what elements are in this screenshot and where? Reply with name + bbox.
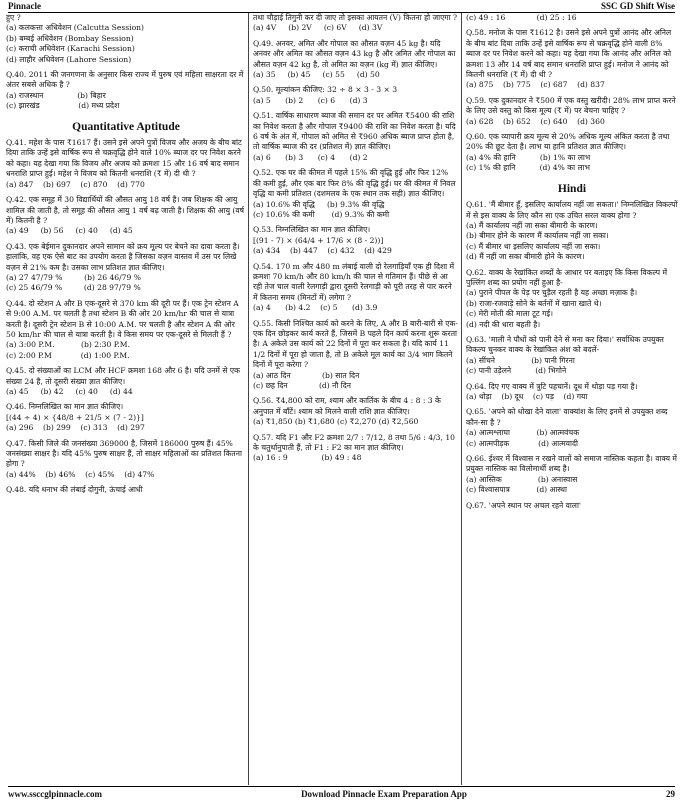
answer-options: (c) विश्वासपात्र (d) आस्था [466, 485, 567, 495]
question-text: Q.58. मनोज के पास ₹1612 है। उसने इसे अपने पुत्रों आनंद और अनिल के बीच बांट दिया ताकि उन्हें इसे वार्षिक रूप से चक्रवृद्धि होने वाली 8% ब्याज दर पर निवेश करने को कहा। यह देखा गया कि आनंद और अनिल को क्रमशः 13 और 14 वर्ष बाद समान धनराशि प्राप्त हुई। मनोज ने आनंद को कितनी धनराशि (₹ में) दी थी ? [466, 28, 672, 80]
answer-options: (c) पानी उड़ेलने (d) भिगोने [466, 366, 567, 376]
answer-options: (a) 44% (b) 46% (c) 45% (d) 47% [6, 469, 155, 479]
page-footer [8, 786, 675, 801]
answer-options: (b) बम्बई अधिवेशन (Bombay Session) [6, 33, 134, 43]
question-text: Q.45. दो संख्याओं का LCM और HCF क्रमशः 168 और 6 है। यदि उनमें से एक संख्या 24 है, तो दूसरी संख्या ज्ञात कीजिए। [6, 366, 240, 386]
question-text: Q.65. 'अपने को धोखा देने वाला' वाक्यांश के लिए इनमें से उपयुक्त शब्द कौन-सा है ? [466, 407, 668, 427]
answer-options: (a) 4 (b) 4.2 (c) 5 (d) 3.9 [253, 303, 378, 313]
question-text: Q.51. वार्षिक साधारण ब्याज की समान दर पर अमित ₹5400 की राशि का निवेश करता है और गोपाल ₹9400 की राशि का निवेश करता है। यदि 6 वर्ष के अंत में, गोपाल को अमित से ₹960 अधिक ब्याज प्राप्त होता है, तो वार्षिक ब्याज की दर (प्रतिशत में) ज्ञात कीजिए। [253, 111, 456, 152]
question-text: Q.60. एक व्यापारी क्रय मूल्य से 20% अधिक मूल्य अंकित करता है तथा 20% की छूट देता है। लाभ या हानि प्रतिशत ज्ञात कीजिए। [466, 132, 670, 152]
question-text: Q.54. 170 m और 480 m लंबाई वाली दो रेलगाड़ियाँ एक ही दिशा में क्रमशः 70 km/h और 80 km/h की चाल से गतिमान हैं। पीछे से आ रही तेज चाल वाली रेलगाड़ी द्वारा दूसरी रेलगाड़ी को पूरी तरह से पार करने में कितना समय (मिनटों में) लगेगा ? [253, 261, 455, 302]
answer-options: (a) 434 (b) 447 (c) 432 (d) 429 [253, 246, 392, 256]
answer-options: (b) बीमार होने के कारण मैं कार्यालय नहीं जा सका। [466, 231, 609, 241]
page-number: 29 [666, 789, 675, 799]
question-text: Q.55. किसी निश्चित कार्य को करने के लिए, A और B बारी-बारी से एक-एक दिन छोड़कर कार्य करते हैं, जिसमें B पहले दिन कार्य करना शुरू करता है। A अकेले उस कार्य को 22 दिनों में पूरा कर सकता है। यदि कार्य 11 1/2 दिनों में पूरा हो जाता है, तो B अकेले मूल कार्य का 3/4 भाग कितने दिनों में पूरा करेगा ? [253, 318, 458, 370]
question-text: Q.59. एक दुकानदार ने ₹500 में एक वस्तु खरीदी। 28% लाभ प्राप्त करने के लिए उसे वस्तु को किस मूल्य (₹ में) पर बेचना चाहिए ? [466, 95, 676, 116]
answer-options: (b) राजा-रजवाड़े सोने के बर्तनों में खाना खाते थे। [466, 298, 602, 308]
answer-options: (a) ₹1,850 (b) ₹1,680 (c) ₹2,270 (d) ₹2,560 [253, 417, 419, 427]
answer-options: (c) 1% की हानि (d) 4% का लाभ [466, 163, 590, 173]
answer-options: (d) मैं नहीं जा सका बीमारी होने के कारण। [466, 252, 585, 262]
website-link[interactable]: www.ssccglpinnacle.com [8, 789, 102, 799]
answer-options: (c) 25 46/79 % (d) 28 97/79 % [6, 283, 141, 293]
answer-options: (a) 16 : 9 (b) 49 : 48 [253, 453, 362, 463]
answer-options: (a) थोड़ा (b) दूध (c) पड़ (d) गया [466, 392, 588, 401]
answer-options: [(44 ÷ 4) × {48/8 + 21/5 × (7 - 2)}] [6, 412, 144, 422]
question-text: Q.62. वाक्य के रेखांकित शब्दों के आधार पर बताइए कि किस विकल्प में पुल्लिंग शब्द का प्रयोग नहीं हुआ है- [466, 267, 668, 287]
question-text: Q.49. अनवर, अमित और गोपाल का औसत वज़न 45 kg है। यदि अनवर और अमित का औसत वज़न 43 kg है और अमित और गोपाल का औसत वज़न 42 kg है, तो अमित का वज़न (kg में) ज्ञात कीजिए। [253, 38, 456, 69]
answer-options: (a) 847 (b) 697 (c) 870 (d) 770 [6, 179, 145, 189]
answer-options: (a) 5 (b) 2 (c) 6 (d) 3 [253, 95, 368, 105]
answer-options: (c) 49 : 16 (d) 25 : 16 [466, 13, 577, 22]
answer-options: (d) लाहौर अधिवेशन (Lahore Session) [6, 54, 132, 64]
section-heading: Hindi [557, 182, 587, 195]
question-text: Q.50. मूल्यांकन कीजिए: 32 ÷ 8 × 3 - 3 × 3 [253, 85, 398, 95]
answer-options: (a) 10.6% की वृद्धि (b) 9.3% की वृद्धि [253, 199, 385, 209]
answer-options: (a) आस्तिक (b) अनास्वास [466, 474, 578, 484]
answer-options: (c) झारखंड (d) मध्य प्रदेश [6, 101, 120, 111]
answer-options: (a) 4% की हानि (b) 1% का लाभ [466, 152, 591, 162]
answer-options: [(91 - 7) × (64/4 + 17/6 × (8 - 2))] [253, 235, 384, 245]
question-text: Q.63. 'माली ने पौधों को पानी देने से मना कर दिया।' सर्वाधिक उपयुक्त विकल्प चुनकर वाक्य के रेखांकित अंश को बदलें- [466, 334, 664, 355]
brand-name: Pinnacle [8, 1, 41, 11]
column-divider [461, 13, 462, 785]
answer-options: (c) छह दिन (d) नौ दिन [253, 381, 351, 390]
answer-options: तथा चौड़ाई तिगुनी कर दी जाए तो इसका आयतन (V) कितना हो जाएगा ? [253, 13, 458, 22]
answer-options: (a) 6 (b) 3 (c) 4 (d) 2 [253, 152, 368, 162]
question-text: Q.41. महेश के पास ₹1617 हैं। उसने इसे अपने पुत्रों विजय और अजय के बीच बांट दिया ताकि उन्हें इसे वार्षिक रूप से चक्रवृद्धि होने वाले 10% ब्याज दर पर निवेश करने को कहा। यह देखा गया कि विजय और अजय को क्रमशः 15 और 16 वर्ष बाद समान धनराशि प्राप्त हुई। महेश ने विजय को कितनी धनराशि (₹ में) दी थी ? [6, 138, 242, 179]
answer-options: (a) 875 (b) 775 (c) 687 (d) 837 [466, 80, 605, 90]
answer-options: (a) राजस्थान (b) बिहार [6, 90, 106, 100]
question-text: Q.52. एक घर की कीमत में पहले 15% की वृद्धि हुई और फिर 12% की कमी हुई, और एक बार फिर 8% की वृद्धि हुई। घर की कीमत में निवल वृद्धि या कमी प्रतिशत (दशमलव के एक स्थान तक सही) ज्ञात कीजिए। [253, 168, 456, 199]
answer-options: (c) मेरी मोती की माला टूट गई। [466, 309, 554, 319]
answer-options: (c) 10.6% की कमी (d) 9.3% की कमी [253, 209, 390, 219]
answer-options: (a) आत्मश्लाघा (b) आत्मवंचक [466, 428, 580, 438]
question-text: Q.43. एक बेईमान दुकानदार अपने सामान को क्रय मूल्य पर बेचने का दावा करता है। हालांकि, वह एक ऐसे बाट का उपयोग करता है जिसका वज़न वास्तव में उस पर लिखे वज़न से 21% कम है। उसका लाभ प्रतिशत ज्ञात कीजिए। [6, 241, 240, 272]
answer-options: (a) आठ दिन (b) सात दिन [253, 370, 360, 380]
answer-options: (a) 628 (b) 652 (c) 640 (d) 360 [466, 116, 605, 126]
question-text: Q.44. दो स्टेशन A और B एक-दूसरे से 370 km की दूरी पर हैं। एक ट्रेन स्टेशन A से 9:00 A.M. पर चलती है तथा स्टेशन B की ओर 20 km/hr की चाल से यात्रा करती है। दूसरी ट्रेन स्टेशन B से 10:00 A.M. पर चलती है और स्टेशन A की ओर 50 km/hr की चाल से यात्रा करती है। वे किस समय पर एक-दूसरे से मिलती हैं ? [6, 298, 239, 339]
question-text: Q.66. ईश्वर में विश्वास न रखने वालों को समाज नास्तिक कहता है। वाक्य में प्रयुक्त नास्तिक का विलोमार्थी शब्द है। [466, 454, 677, 474]
answer-options: (a) 45 (b) 42 (c) 40 (d) 44 [6, 387, 133, 396]
question-text: Q.53. निम्नलिखित का मान ज्ञात कीजिए। [253, 225, 371, 235]
question-text: Q.61. 'मैं बीमार हूँ, इसलिए कार्यालय नहीं जा सकता।' निम्नलिखित विकल्पों में से इस वाक्य के लिए कौन सा एक उचित सरल वाक्य होगा ? [466, 200, 678, 220]
section-heading: Quantitative Aptitude [72, 120, 180, 133]
answer-options: (a) मैं कार्यालय नहीं जा सका बीमारी के कारण। [466, 220, 598, 230]
answer-options: (a) 27 47/79 % (b) 26 46/79 % [6, 272, 141, 282]
question-text: Q.57. यदि F1 और F2 क्रमशः 2/7 : 7/12, 8 तथा 5/6 : 4/3, 10 के चतुर्थानुपाती हैं, तो F1 : F2 का मान ज्ञात कीजिए। [253, 432, 455, 453]
answer-options: (a) 296 (b) 299 (c) 313 (d) 297 [6, 423, 145, 433]
page-header [8, 0, 675, 13]
exam-title: SSC GD Shift Wise [601, 1, 675, 11]
question-text: Q.40. 2011 की जनगणना के अनुसार किस राज्य में पुरुष एवं महिला साक्षरता दर में अंतर सबसे अधिक है ? [6, 70, 244, 90]
question-text: Q.56. ₹4,800 को राम, श्याम और कार्तिक के बीच 4 : 8 : 3 के अनुपात में बाँटें। श्याम को मिलने वाली राशि ज्ञात कीजिए। [253, 396, 441, 416]
answer-options: (a) सींचने (b) पानी गिरना [466, 355, 575, 365]
column-middle [253, 13, 458, 785]
answer-options: (c) कराची अधिवेशन (Karachi Session) [6, 44, 135, 54]
answer-options: (c) 2:00 P.M (d) 1:00 P.M. [6, 350, 130, 360]
answer-options: (a) 4V (b) 2V (c) 6V (d) 3V [253, 23, 383, 33]
answer-options: (c) मैं बीमार था इसलिए कार्यालय नहीं जा सका। [466, 241, 601, 251]
answer-options: हुए ? [6, 13, 21, 22]
column-right [466, 13, 678, 785]
answer-options: (c) आत्मपीड़क (d) आत्मवादी [466, 438, 578, 448]
answer-options: (a) 49 (b) 56 (c) 40 (d) 45 [6, 226, 133, 236]
question-text: Q.64. दिए गए वाक्य में त्रुटि पहचानें। दूध में थोड़ा पड़ गया है। [466, 381, 638, 391]
question-text: Q.67. 'अपने स्थान पर अचल रहने वाला' [466, 500, 582, 510]
answer-options: (a) 35 (b) 45 (c) 55 (d) 50 [253, 70, 380, 80]
answer-options: (a) 3:00 P.M. (b) 2:30 P.M. [6, 340, 130, 350]
answer-options: (a) कलकत्ता अधिवेशन (Calcutta Session) [6, 23, 145, 33]
question-text: Q.46. निम्नलिखित का मान ज्ञात कीजिए। [6, 402, 124, 412]
column-divider [248, 13, 249, 785]
question-text: Q.47. किसी जिले की जनसंख्या 369000 है, जिसमें 186000 पुरुष हैं। 45% जनसंख्या साक्षर है। यदि 45% पुरुष साक्षर हैं, तो साक्षर महिलाओं का प्रतिशत कितना होगा ? [6, 438, 242, 469]
answer-options: (d) नदी की धारा बहती है। [466, 319, 541, 329]
column-left [6, 13, 246, 785]
app-promo: Download Pinnacle Exam Preparation App [301, 789, 467, 799]
question-text: Q.48. यदि धनाभ की लंबाई दोगुनी, ऊंचाई आधी [6, 485, 143, 495]
answer-options: (a) पुराने पीपल के पेड़ पर चुड़ैल रहती है यह अच्छा मज़ाक है। [466, 288, 638, 298]
question-text: Q.42. एक समूह में 30 विद्यार्थियों की औसत आयु 18 वर्ष है। जब शिक्षक की आयु शामिल की जाती है, तो समूह की औसत आयु 1 वर्ष बढ़ जाती है। शिक्षक की आयु (वर्ष में) कितनी है ? [6, 195, 244, 225]
